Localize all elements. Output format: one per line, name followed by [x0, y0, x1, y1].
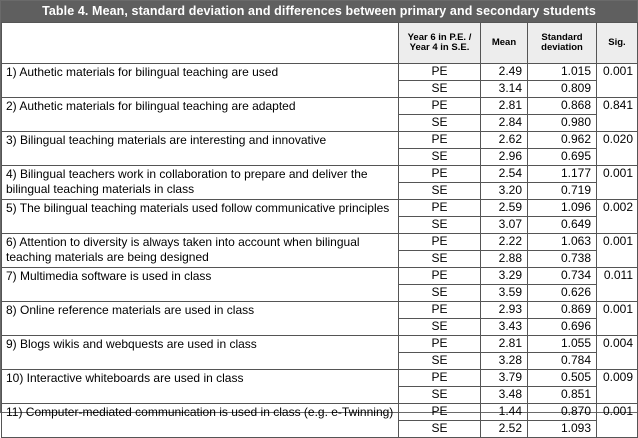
sd-pe: 1.055 — [528, 336, 597, 353]
mean-se: 3.43 — [481, 319, 528, 336]
sd-se: 1.093 — [528, 421, 597, 438]
sd-se: 0.626 — [528, 285, 597, 302]
item-text: 11) Computer-mediated communication is used in class (e.g. e-Twinning) — [2, 404, 399, 438]
group-se: SE — [399, 115, 481, 132]
sd-se: 0.809 — [528, 81, 597, 98]
group-pe: PE — [399, 132, 481, 149]
sd-se: 0.649 — [528, 217, 597, 234]
mean-pe: 2.49 — [481, 64, 528, 81]
group-pe: PE — [399, 200, 481, 217]
header-item — [2, 23, 399, 64]
table-caption: Table 4. Mean, standard deviation and differences between primary and secondary students — [1, 1, 637, 22]
mean-pe: 3.29 — [481, 268, 528, 285]
group-pe: PE — [399, 370, 481, 387]
mean-pe: 2.22 — [481, 234, 528, 251]
mean-se: 2.88 — [481, 251, 528, 268]
mean-pe: 2.81 — [481, 336, 528, 353]
sd-se: 0.719 — [528, 183, 597, 200]
sd-se: 0.784 — [528, 353, 597, 370]
sig-value: 0.001 — [597, 234, 638, 268]
group-se: SE — [399, 251, 481, 268]
group-pe: PE — [399, 302, 481, 319]
table-row — [2, 132, 638, 149]
item-text: 4) Bilingual teachers work in collaboration to prepare and deliver the bilingual teaching materials in class — [2, 166, 399, 200]
mean-se: 3.14 — [481, 81, 528, 98]
item-text: 8) Online reference materials are used in class — [2, 302, 399, 336]
sd-pe: 0.869 — [528, 302, 597, 319]
group-se: SE — [399, 319, 481, 336]
item-text: 7) Multimedia software is used in class — [2, 268, 399, 302]
sd-pe: 1.063 — [528, 234, 597, 251]
item-text: 9) Blogs wikis and webquests are used in class — [2, 336, 399, 370]
results-table — [1, 22, 638, 438]
group-pe: PE — [399, 268, 481, 285]
table-row — [2, 64, 638, 81]
mean-se: 3.20 — [481, 183, 528, 200]
group-pe: PE — [399, 234, 481, 251]
sig-value: 0.001 — [597, 166, 638, 200]
sig-value: 0.001 — [597, 302, 638, 336]
group-se: SE — [399, 217, 481, 234]
group-se: SE — [399, 387, 481, 404]
item-text: 1) Authetic materials for bilingual teaching are used — [2, 64, 399, 98]
sd-pe: 0.505 — [528, 370, 597, 387]
table-row — [2, 234, 638, 251]
mean-se: 2.52 — [481, 421, 528, 438]
table-row — [2, 166, 638, 183]
mean-pe: 1.44 — [481, 404, 528, 421]
header-mean: Mean — [481, 23, 528, 64]
sd-pe: 0.734 — [528, 268, 597, 285]
header-group: Year 6 in P.E. / Year 4 in S.E. — [399, 23, 481, 64]
mean-se: 2.84 — [481, 115, 528, 132]
item-text: 10) Interactive whiteboards are used in class — [2, 370, 399, 404]
header-sd: Standard deviation — [528, 23, 597, 64]
group-pe: PE — [399, 336, 481, 353]
sig-value: 0.001 — [597, 404, 638, 438]
group-se: SE — [399, 353, 481, 370]
sd-pe: 0.870 — [528, 404, 597, 421]
sig-value: 0.020 — [597, 132, 638, 166]
header-row — [2, 23, 638, 64]
table-row — [2, 98, 638, 115]
mean-pe: 3.79 — [481, 370, 528, 387]
table-row — [2, 404, 638, 421]
table-row — [2, 370, 638, 387]
group-se: SE — [399, 183, 481, 200]
table-row — [2, 268, 638, 285]
sd-se: 0.738 — [528, 251, 597, 268]
mean-pe: 2.54 — [481, 166, 528, 183]
mean-pe: 2.59 — [481, 200, 528, 217]
mean-se: 3.48 — [481, 387, 528, 404]
sig-value: 0.001 — [597, 64, 638, 98]
sig-value: 0.011 — [597, 268, 638, 302]
mean-pe: 2.93 — [481, 302, 528, 319]
mean-se: 2.96 — [481, 149, 528, 166]
mean-pe: 2.62 — [481, 132, 528, 149]
sig-value: 0.002 — [597, 200, 638, 234]
table-body — [2, 64, 638, 438]
item-text: 3) Bilingual teaching materials are interesting and innovative — [2, 132, 399, 166]
sd-pe: 0.962 — [528, 132, 597, 149]
table-row — [2, 200, 638, 217]
header-sig: Sig. — [597, 23, 638, 64]
table-row — [2, 302, 638, 319]
item-text: 2) Authetic materials for bilingual teaching are adapted — [2, 98, 399, 132]
group-pe: PE — [399, 404, 481, 421]
mean-se: 3.28 — [481, 353, 528, 370]
sd-pe: 1.096 — [528, 200, 597, 217]
mean-se: 3.59 — [481, 285, 528, 302]
mean-pe: 2.81 — [481, 98, 528, 115]
mean-se: 3.07 — [481, 217, 528, 234]
group-se: SE — [399, 81, 481, 98]
sd-se: 0.695 — [528, 149, 597, 166]
sd-se: 0.980 — [528, 115, 597, 132]
sd-pe: 1.015 — [528, 64, 597, 81]
sig-value: 0.841 — [597, 98, 638, 132]
group-pe: PE — [399, 98, 481, 115]
sig-value: 0.009 — [597, 370, 638, 404]
item-text: 6) Attention to diversity is always taken into account when bilingual teaching materials are being designed — [2, 234, 399, 268]
item-text: 5) The bilingual teaching materials used follow communicative principles — [2, 200, 399, 234]
group-se: SE — [399, 421, 481, 438]
sd-se: 0.851 — [528, 387, 597, 404]
group-se: SE — [399, 149, 481, 166]
sd-pe: 0.868 — [528, 98, 597, 115]
sig-value: 0.004 — [597, 336, 638, 370]
group-pe: PE — [399, 166, 481, 183]
table-row — [2, 336, 638, 353]
group-se: SE — [399, 285, 481, 302]
sd-pe: 1.177 — [528, 166, 597, 183]
group-pe: PE — [399, 64, 481, 81]
sd-se: 0.696 — [528, 319, 597, 336]
